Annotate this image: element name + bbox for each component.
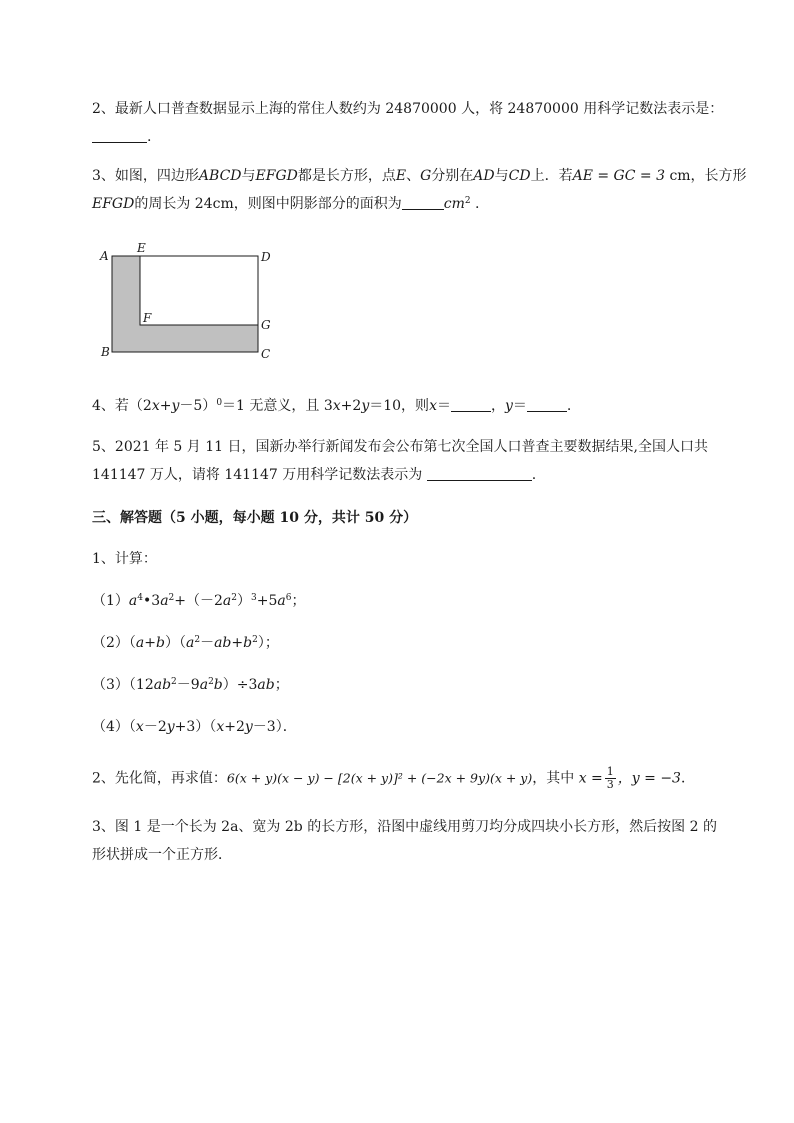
problem-1-part-2: $(2)(a+b)(a^2-ab+b^2)$； [92, 635, 279, 651]
rectangle-figure [98, 240, 283, 365]
label-a: A [100, 249, 109, 263]
answer-blank[interactable] [402, 195, 444, 210]
label-f: F [143, 311, 152, 325]
question-3-line-2: EFGD的周长为 24cm，则图中阴影部分的面积为 $cm^2$ . [92, 196, 480, 212]
question-4: 4、若$(2x+y-5)^0=1$ 无意义，且 3x+2y＝10，则x＝ ，y＝ . [92, 398, 572, 414]
answer-blank[interactable] [92, 128, 147, 143]
answer-blank-x[interactable] [451, 397, 491, 412]
label-g: G [261, 318, 271, 332]
problem-1-title: 1、计算： [92, 551, 157, 567]
fraction-one-third: $\frac{1}{3}$ [606, 765, 614, 791]
question-3-line-1: 3、如图，四边形ABCD与EFGD都是长方形，点E、G分别在AD与CD上．若AE = GC = 3 cm，长方形 [92, 168, 747, 184]
problem-1-part-3: $(3)(12ab^2-9a^2b)\div 3ab$； [92, 677, 289, 693]
rectangle-efgd-edges [140, 256, 258, 325]
answer-blank[interactable] [427, 466, 532, 481]
label-b: B [101, 345, 110, 359]
question-5-line-2: 141147 万人，请将 141147 万用科学记数法表示为 . [92, 467, 537, 483]
section-heading: 三、解答题（5 小题，每小题 10 分，共计 50 分） [92, 510, 418, 526]
expression: 6(x + y)(x − y) − [2(x + y)]² + (−2x + 9y)(x + y) [226, 770, 533, 786]
shaded-region-bottom [112, 325, 258, 352]
problem-3-line-2: 形状拼成一个正方形． [92, 847, 232, 863]
question-2-line-1: 2、最新人口普查数据显示上海的常住人数约为 24870000 人，将 24870000 用科学记数法表示是： [92, 101, 724, 117]
problem-2: 2、先化简，再求值：6(x + y)(x − y) − [2(x + y)]² + (−2x + 9y)(x + y)，其中 x = $\frac{1}{3}$ ，y = −3． [92, 765, 695, 791]
question-5-line-1: 5、2021 年 5 月 11 日，国新办举行新闻发布会公布第七次全国人口普查主要数据结果,全国人口共 [92, 439, 708, 455]
problem-1-part-1: $(1)a^4•3a^2+(-2a^2)^3+5a^6$； [92, 593, 306, 609]
label-e: E [137, 241, 146, 255]
problem-3-line-1: 3、图 1 是一个长为 2a、宽为 2b 的长方形，沿图中虚线用剪刀均分成四块小长方形，然后按图 2 的 [92, 819, 717, 835]
answer-blank-y[interactable] [527, 397, 567, 412]
question-2-line-2: . [92, 127, 151, 147]
label-c: C [261, 347, 271, 361]
label-d: D [261, 250, 271, 264]
problem-1-part-4: （4）（x－2y+3）（x+2y－3）． [92, 719, 297, 735]
